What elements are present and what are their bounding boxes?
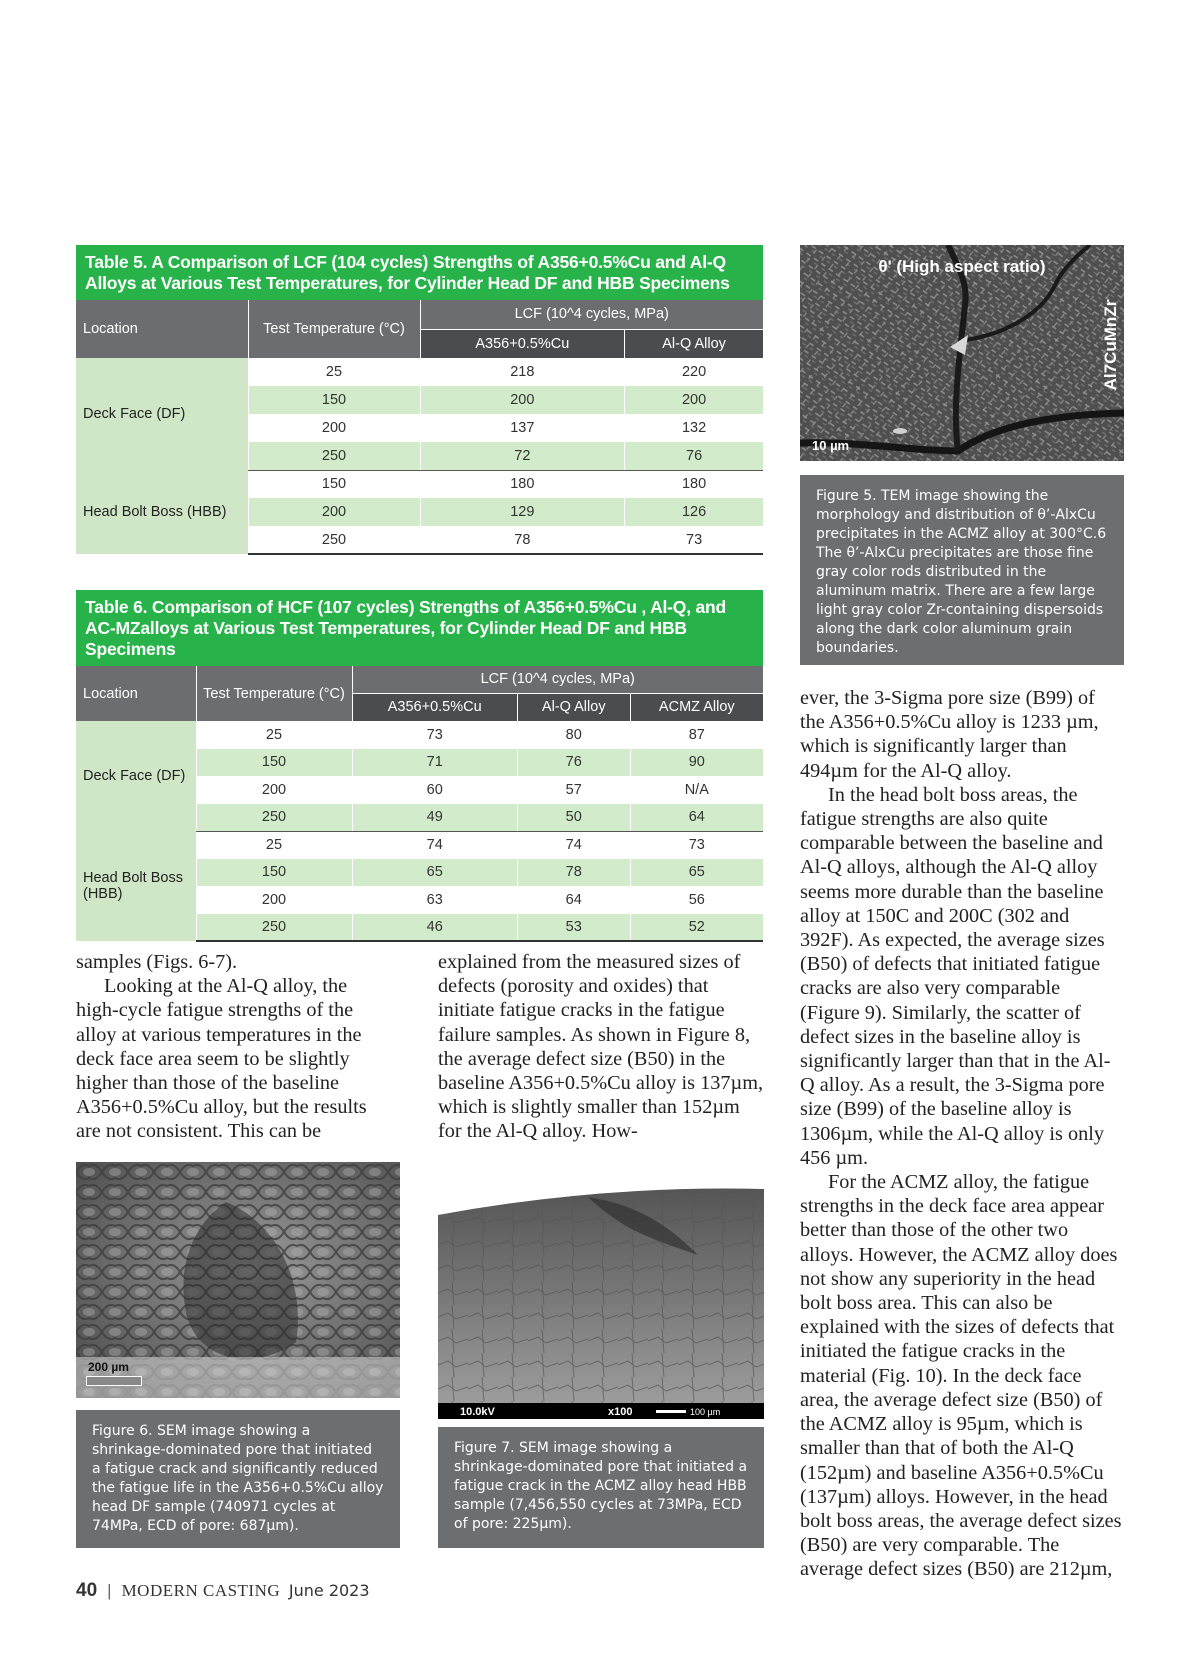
figure-5-caption: Figure 5. TEM image showing the morphology and distribution of θ’-AlxCu precipitates in the ACMZ alloy at 300°C.6 The θ’-AlxCu precipitates are those fine gray color rods distributed in the aluminum matrix. There are a few large light gray color Zr-containing dispersoids along the dark color aluminum grain boundaries. xyxy=(800,475,1124,665)
figure-6-image xyxy=(76,1162,400,1398)
table-cell: 132 xyxy=(625,414,763,442)
table-cell: 180 xyxy=(625,470,763,498)
table-6-header-location: Location xyxy=(76,666,196,721)
figure-5-texture xyxy=(800,245,1124,461)
figure-6-scale-bar xyxy=(86,1376,142,1386)
table-cell: 56 xyxy=(630,886,763,914)
figure-7-mag: x100 xyxy=(608,1406,633,1418)
footer-separator: | xyxy=(107,1581,112,1600)
table-cell: 220 xyxy=(625,358,763,386)
table-cell: 63 xyxy=(352,886,517,914)
figure-5-image xyxy=(800,245,1124,461)
table-5-header-col: A356+0.5%Cu xyxy=(420,329,625,358)
paragraph: ever, the 3-Sigma pore size (B99) of the A356+0.5%Cu alloy is 1233 µm, which is significantly larger than 494µm for the Al-Q alloy. xyxy=(800,687,1099,782)
table-5-header-temp: Test Temperature (°C) xyxy=(248,300,420,358)
table-cell: 150 xyxy=(196,859,352,887)
text-column-2 xyxy=(438,950,764,1144)
table-6-grid xyxy=(76,666,763,942)
table-6-title: Table 6. Comparison of HCF (107 cycles) Strengths of A356+0.5%Cu , Al-Q, and AC-MZalloys at Various Test Temperatures, for Cylinder Head DF and HBB Specimens xyxy=(76,590,763,666)
table-cell: 200 xyxy=(625,386,763,414)
figure-5-scale: 10 µm xyxy=(812,438,850,453)
figure-7-texture xyxy=(438,1185,764,1419)
figure-5-overlay-title: θ' (High aspect ratio) xyxy=(878,257,1046,276)
figure-7-kv: 10.0kV xyxy=(460,1406,495,1418)
table-cell: 200 xyxy=(248,414,420,442)
text-column-1 xyxy=(76,950,384,1144)
page-number: 40 xyxy=(76,1580,98,1601)
table-cell: 71 xyxy=(352,749,517,777)
table-cell: 180 xyxy=(420,470,625,498)
table-cell: 46 xyxy=(352,914,517,942)
table-cell: 57 xyxy=(517,776,630,804)
table-5-location-hbb: Head Bolt Boss (HBB) xyxy=(76,470,248,554)
publication-name: MODERN CASTING xyxy=(121,1581,281,1600)
figure-6-scale: 200 µm xyxy=(88,1360,129,1374)
table-cell: 74 xyxy=(517,831,630,859)
table-cell: 65 xyxy=(630,859,763,887)
table-cell: 64 xyxy=(630,804,763,832)
table-cell: 129 xyxy=(420,498,625,526)
table-cell: 78 xyxy=(420,526,625,554)
text-column-3 xyxy=(800,686,1124,1582)
table-cell: 76 xyxy=(517,749,630,777)
paragraph: explained from the measured sizes of defects (porosity and oxides) that initiate fatigue cracks in the fatigue failure samples. As shown in Figure 8, the average defect size (B50) in the baseline A356+0.5%Cu alloy is 137µm, which is slightly smaller than 152µm for the Al-Q alloy. How- xyxy=(438,951,764,1143)
table-cell: 90 xyxy=(630,749,763,777)
table-cell: 53 xyxy=(517,914,630,942)
table-6-location-df: Deck Face (DF) xyxy=(76,721,196,831)
paragraph: In the head bolt boss areas, the fatigue strengths are also quite comparable between the baseline and Al-Q alloys, although the Al-Q alloy seems more durable than the baseline alloy at 150C and 200C (302 and 392F). As expected, the average sizes (B50) of defects that initiated fatigue cracks are also very comparable (Figure 9). Similarly, the scatter of defect sizes in the baseline alloy is significantly larger than that in the Al-Q alloy. As a result, the 3-Sigma pore size (B99) of the baseline alloy is 1306µm, while the Al-Q alloy is only 456 µm. xyxy=(800,783,1111,1169)
table-cell: 65 xyxy=(352,859,517,887)
table-cell: 25 xyxy=(248,358,420,386)
table-5-header-col: Al-Q Alloy xyxy=(625,329,763,358)
figure-5-overlay-side: Al7CuMnZr xyxy=(1101,299,1120,391)
table-cell: 250 xyxy=(248,526,420,554)
table-6-header-col: Al-Q Alloy xyxy=(517,693,630,721)
paragraph: For the ACMZ alloy, the fatigue strengths in the deck face area appear better than those of the other two alloys. However, the ACMZ alloy does not show any superiority in the head bolt boss area. This can also be explained with the sizes of defects that initiated the fatigue cracks in the material (Fig. 10). In the deck face area, the average defect size (B50) of the ACMZ alloy is 95µm, which is smaller than that of both the Al-Q (152µm) and baseline A356+0.5%Cu (137µm) alloys. However, in the head bolt boss areas, the average defect sizes (B50) are very comparable. The average defect sizes (B50) are 212µm, xyxy=(800,1171,1122,1581)
table-cell: 150 xyxy=(196,749,352,777)
table-cell: 73 xyxy=(352,721,517,749)
table-6 xyxy=(76,590,763,942)
table-5-title: Table 5. A Comparison of LCF (104 cycles) Strengths of A356+0.5%Cu and Al-Q Alloys at Various Test Temperatures, for Cylinder Head DF and HBB Specimens xyxy=(76,245,763,300)
table-6-location-hbb: Head Bolt Boss (HBB) xyxy=(76,831,196,941)
table-cell: 52 xyxy=(630,914,763,942)
table-6-header-col: ACMZ Alloy xyxy=(630,693,763,721)
table-cell: 200 xyxy=(420,386,625,414)
table-cell: 87 xyxy=(630,721,763,749)
table-cell: 250 xyxy=(248,442,420,470)
table-cell: 218 xyxy=(420,358,625,386)
table-5-location-df: Deck Face (DF) xyxy=(76,358,248,470)
table-cell: 74 xyxy=(352,831,517,859)
table-cell: 49 xyxy=(352,804,517,832)
table-cell: 200 xyxy=(248,498,420,526)
table-cell: 200 xyxy=(196,886,352,914)
table-cell: 150 xyxy=(248,386,420,414)
table-5-grid xyxy=(76,300,763,555)
table-cell: 73 xyxy=(625,526,763,554)
paragraph: Looking at the Al-Q alloy, the high-cycle fatigue strengths of the alloy at various temperatures in the deck face area seem to be slightly higher than those of the baseline A356+0.5%Cu alloy, but the results are not consistent. This can be xyxy=(76,975,367,1143)
table-cell: 126 xyxy=(625,498,763,526)
table-6-header-group: LCF (10^4 cycles, MPa) xyxy=(352,666,763,693)
table-5 xyxy=(76,245,763,555)
table-cell: 150 xyxy=(248,470,420,498)
page-footer xyxy=(76,1580,370,1602)
table-cell: 73 xyxy=(630,831,763,859)
table-cell: 250 xyxy=(196,804,352,832)
table-6-header-temp: Test Temperature (°C) xyxy=(196,666,352,721)
table-5-header-group: LCF (10^4 cycles, MPa) xyxy=(420,300,763,329)
figure-7-caption: Figure 7. SEM image showing a shrinkage-dominated pore that initiated a fatigue crack in the ACMZ alloy head HBB sample (7,456,550 cycles at 73MPa, ECD of pore: 225µm). xyxy=(438,1427,764,1548)
table-5-header-location: Location xyxy=(76,300,248,358)
table-cell: 72 xyxy=(420,442,625,470)
figure-7-image xyxy=(438,1185,764,1419)
table-cell: 80 xyxy=(517,721,630,749)
figure-6-caption: Figure 6. SEM image showing a shrinkage-dominated pore that initiated a fatigue crack and significantly reduced the fatigue life in the A356+0.5%Cu alloy head DF sample (740971 cycles at 74MPa, ECD of pore: 687µm). xyxy=(76,1410,400,1548)
issue-date: June 2023 xyxy=(288,1581,370,1600)
table-cell: 50 xyxy=(517,804,630,832)
table-cell: 250 xyxy=(196,914,352,942)
table-cell: 76 xyxy=(625,442,763,470)
paragraph: samples (Figs. 6-7). xyxy=(76,951,238,973)
table-cell: 25 xyxy=(196,831,352,859)
table-cell: 64 xyxy=(517,886,630,914)
figure-7-scale-bar xyxy=(656,1410,686,1413)
table-cell: 137 xyxy=(420,414,625,442)
table-cell: 200 xyxy=(196,776,352,804)
table-6-header-col: A356+0.5%Cu xyxy=(352,693,517,721)
table-cell: 60 xyxy=(352,776,517,804)
table-cell: N/A xyxy=(630,776,763,804)
figure-7-scale: 100 µm xyxy=(690,1407,721,1417)
table-cell: 78 xyxy=(517,859,630,887)
table-cell: 25 xyxy=(196,721,352,749)
